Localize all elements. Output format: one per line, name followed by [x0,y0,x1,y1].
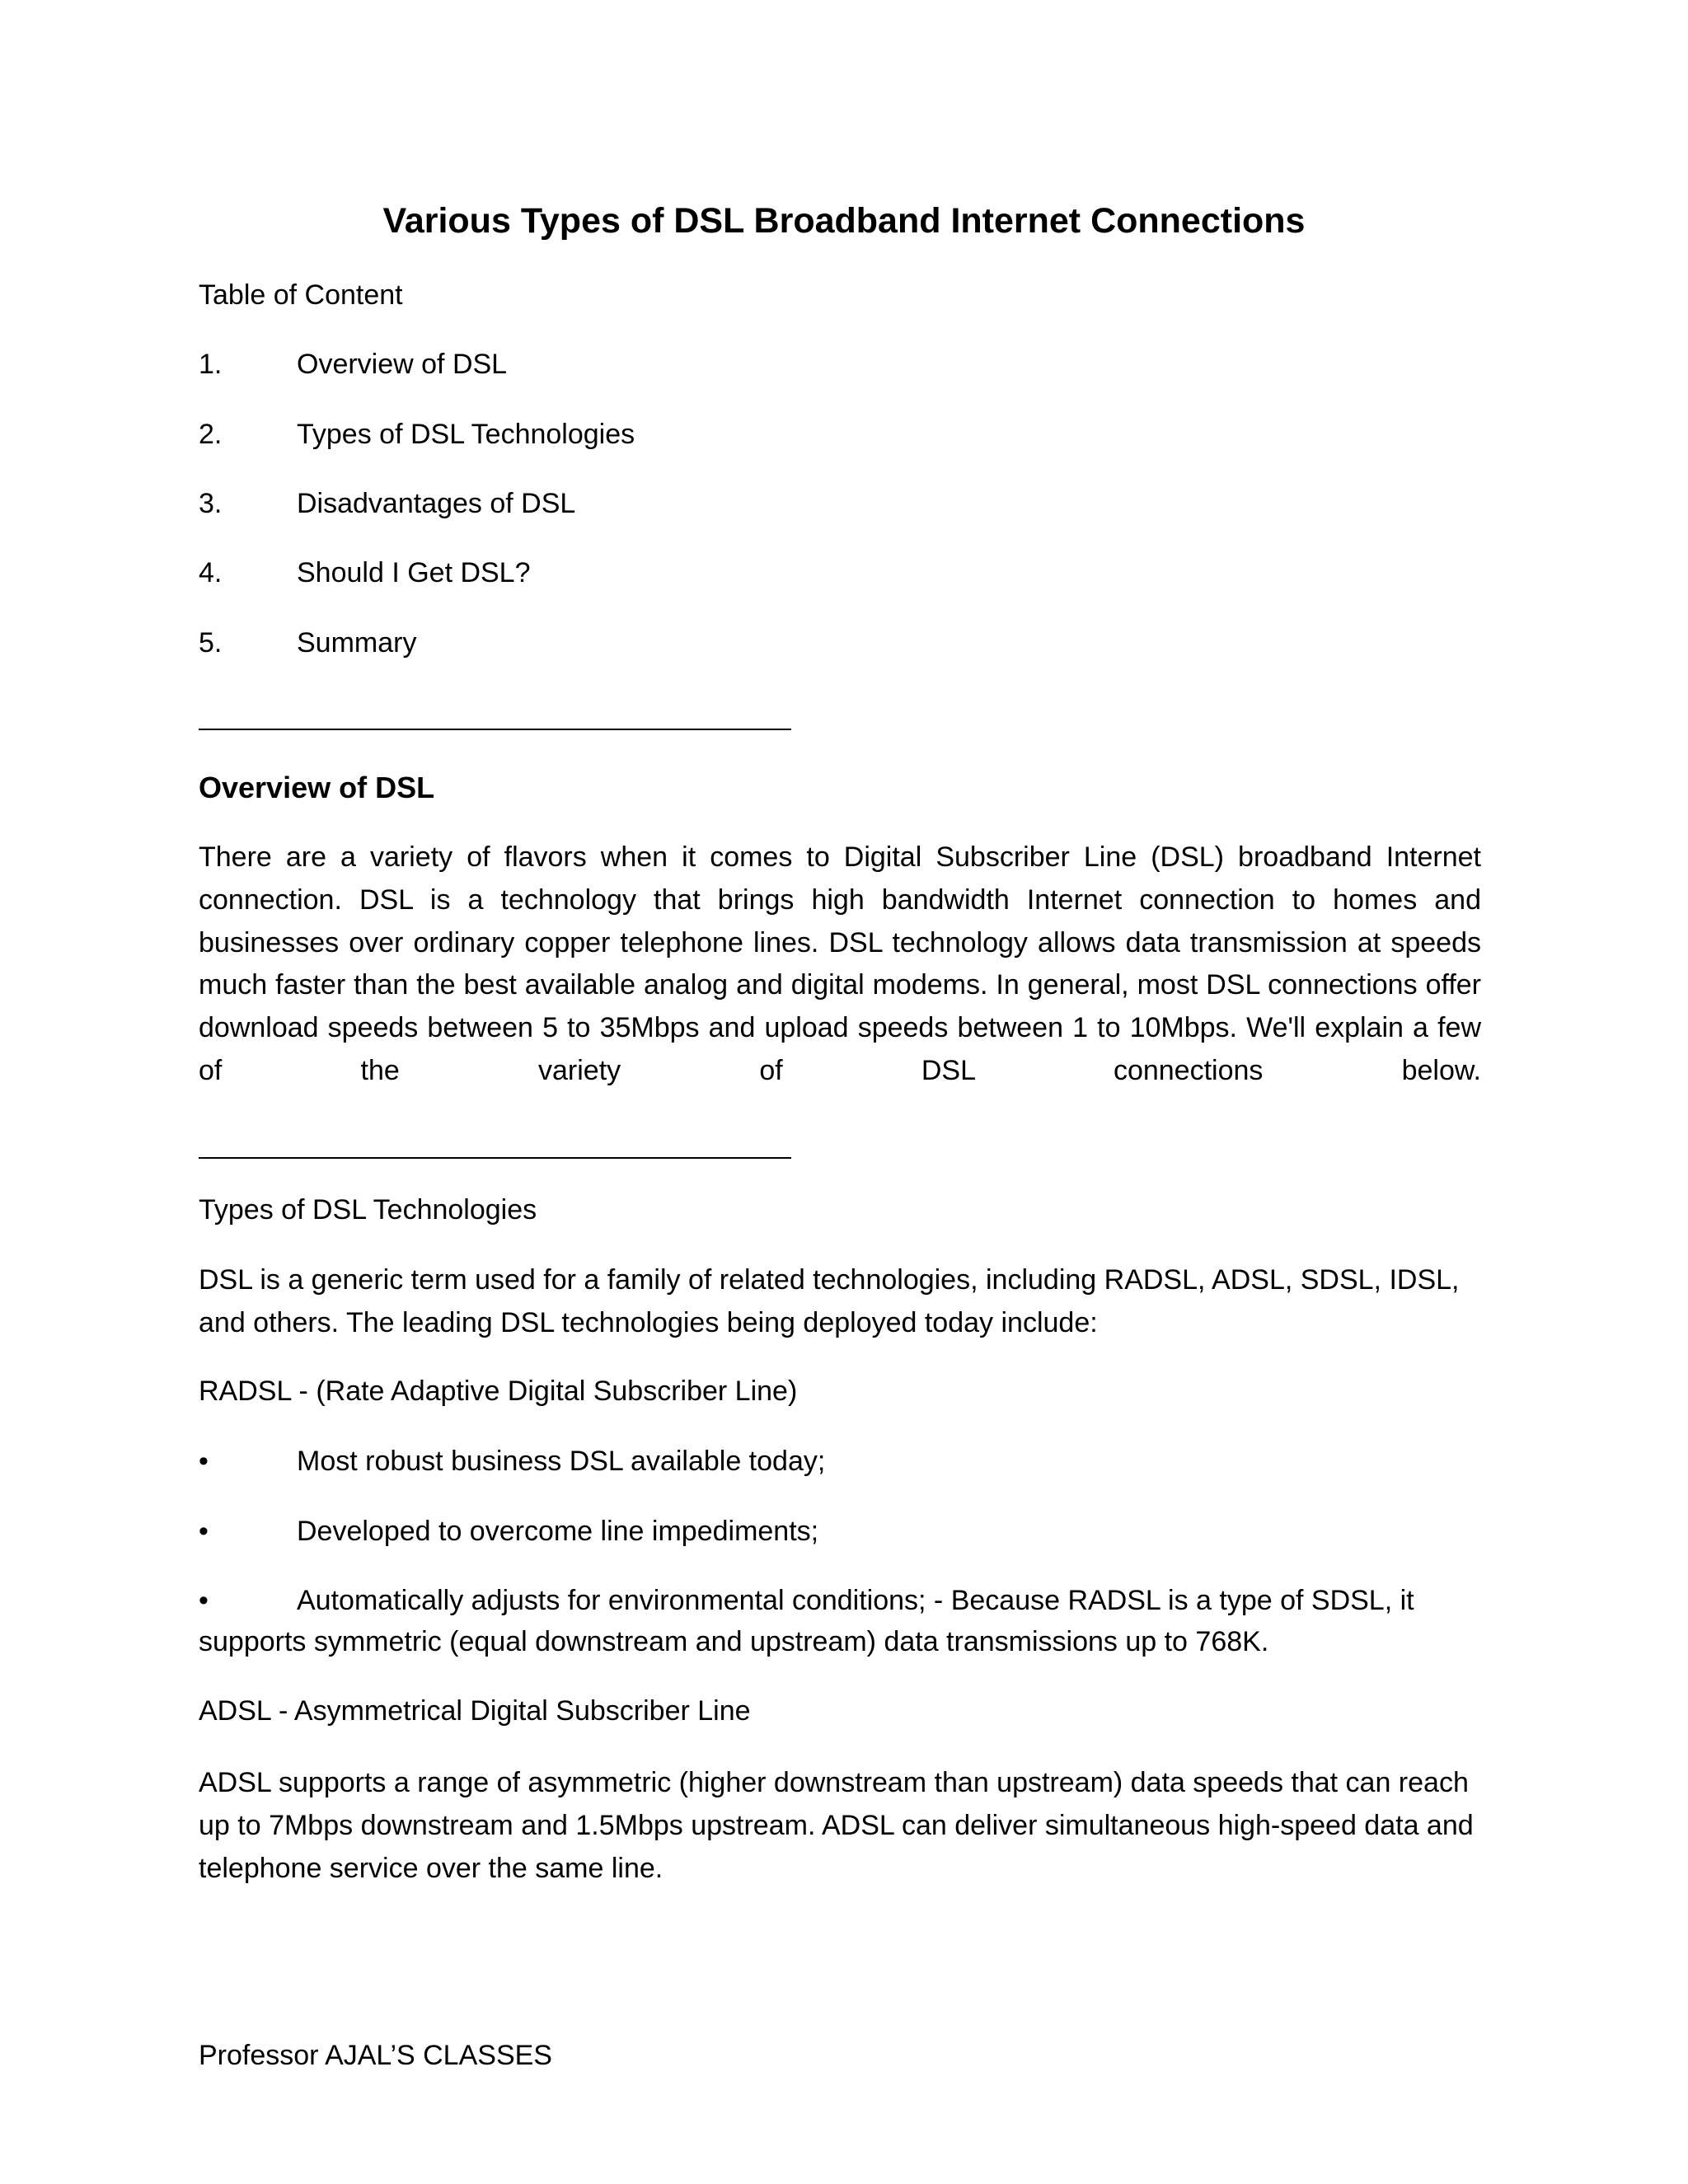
bullet-3-marker: • [199,1585,209,1616]
bullet-2-marker: • [199,1516,209,1547]
toc-item-3-text: Disadvantages of DSL [297,488,576,519]
section-divider [199,1157,791,1159]
toc-item-1-text: Overview of DSL [297,349,508,380]
bullet-1-marker: • [199,1446,209,1477]
overview-paragraph: There are a variety of flavors when it comes to Digital Subscriber Line (DSL) broadband Internet connection. DSL is a technology that brings high bandwidth Internet connection to homes and businesses over ordinary copper telephone lines. DSL technology allows data transmission at speeds much faster than the best available analog and digital modems. In general, most DSL connections offer download speeds between 5 to 35Mbps and upload speeds between 1 to 10Mbps. We'll explain a few of the variety of DSL connections below. [199,841,1481,1086]
toc-item-4-text: Should I Get DSL? [297,557,531,588]
page-footer: Professor AJAL’S CLASSES [199,2040,552,2071]
toc-label: Table of Content [199,279,403,311]
adsl-paragraph: ADSL supports a range of asymmetric (higher downstream than upstream) data speeds that can reach up to 7Mbps downstream and 1.5Mbps upstream. ADSL can deliver simultaneous high-speed data and telephone service over the same line. [199,1767,1474,1884]
section-divider [199,729,791,730]
types-intro-paragraph: DSL is a generic term used for a family of related technologies, including RADSL, ADSL, SDSL, IDSL, and others. The leading DSL technologies being deployed today include: [199,1264,1460,1338]
types-heading: Types of DSL Technologies [199,1194,537,1226]
overview-heading: Overview of DSL [199,771,435,804]
document-title: Various Types of DSL Broadband Internet Connections [382,201,1306,241]
toc-item-4-number: 4. [199,557,223,588]
bullet-3-continuation: supports symmetric (equal downstream and upstream) data transmissions up to 768K. [199,1626,1269,1657]
toc-item-1-number: 1. [199,349,223,380]
toc-item-3-number: 3. [199,488,223,519]
toc-item-5-text: Summary [297,627,417,658]
bullet-1-text: Most robust business DSL available today; [297,1446,826,1477]
radsl-heading: RADSL - (Rate Adaptive Digital Subscriber Line) [199,1376,798,1407]
adsl-heading: ADSL - Asymmetrical Digital Subscriber Line [199,1695,751,1727]
bullet-3-text: Automatically adjusts for environmental conditions; - Because RADSL is a type of SDSL, it [297,1585,1414,1616]
toc-item-2-text: Types of DSL Technologies [297,419,635,450]
bullet-2-text: Developed to overcome line impediments; [297,1516,819,1547]
toc-item-2-number: 2. [199,419,223,450]
toc-item-5-number: 5. [199,627,223,658]
